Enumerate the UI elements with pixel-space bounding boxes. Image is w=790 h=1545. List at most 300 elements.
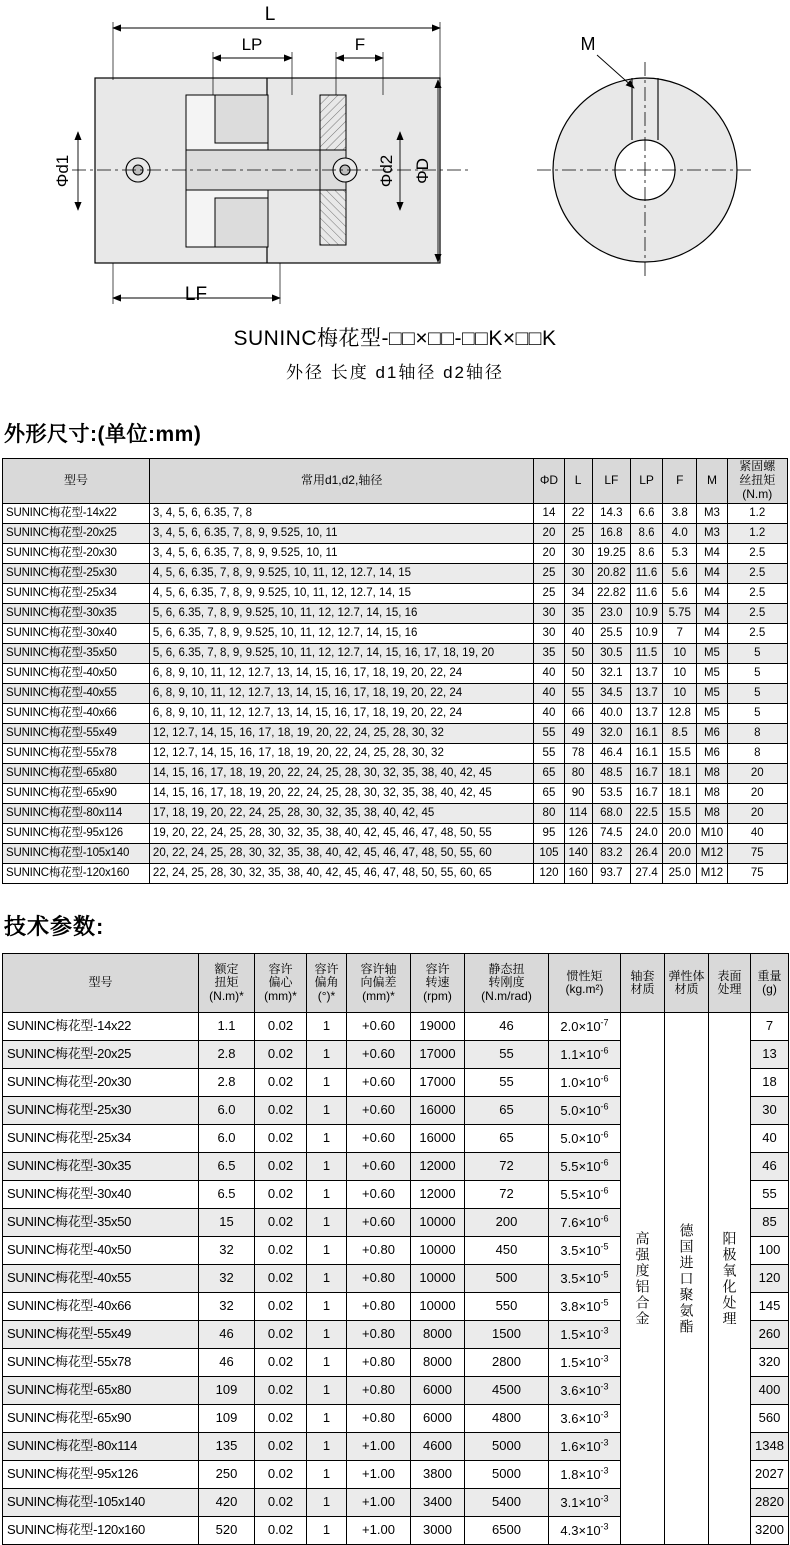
cell-value: 5.6	[663, 584, 697, 604]
cell-value: 4, 5, 6, 6.35, 7, 8, 9, 9.525, 10, 11, 12, 12.7, 14, 15	[149, 584, 533, 604]
cell-eccentricity: 0.02	[255, 1433, 307, 1461]
label-M: M	[580, 34, 596, 54]
cell-eccentricity: 0.02	[255, 1041, 307, 1069]
label-F: F	[354, 35, 366, 54]
cell-angular: 1	[307, 1461, 347, 1489]
th2-axial	[347, 954, 411, 1013]
cell-value: 4.0	[663, 524, 697, 544]
cell-axial: +1.00	[347, 1489, 411, 1517]
cell-model: SUNINC梅花型-40x55	[3, 1265, 199, 1293]
cell-value: 20	[534, 544, 564, 564]
cell-value: 6, 8, 9, 10, 11, 12, 12.7, 13, 14, 15, 16, 17, 18, 19, 20, 22, 24	[149, 704, 533, 724]
cell-stiffness: 55	[465, 1041, 549, 1069]
cell-speed: 12000	[411, 1181, 465, 1209]
cell-value: 95	[534, 824, 564, 844]
cell-speed: 8000	[411, 1349, 465, 1377]
cell-value: 19, 20, 22, 24, 25, 28, 30, 32, 35, 38, 40, 42, 45, 46, 47, 48, 50, 55	[149, 824, 533, 844]
th2-surf-l2: 处理	[717, 982, 742, 996]
table-row	[3, 824, 788, 844]
cell-value: 25.5	[592, 624, 630, 644]
cell-value: 5	[727, 664, 787, 684]
cell-weight: 46	[751, 1153, 789, 1181]
cell-value: M5	[697, 664, 727, 684]
cell-value: 14, 15, 16, 17, 18, 19, 20, 22, 24, 25, 28, 30, 32, 35, 38, 40, 42, 45	[149, 784, 533, 804]
cell-value: M6	[697, 724, 727, 744]
cell-value: 22.82	[592, 584, 630, 604]
cell-value: 2.5	[727, 544, 787, 564]
cell-inertia: $5.0\times 10^{-6}$	[549, 1097, 621, 1125]
th2-axial-l1: 容许轴	[360, 962, 397, 977]
cell-model: SUNINC梅花型-20x30	[3, 544, 150, 564]
model-code-line2: 外径 长度 d1轴径 d2轴径	[286, 363, 504, 382]
cell-value: 5.75	[663, 604, 697, 624]
th2-inertia	[549, 954, 621, 1013]
cell-angular: 1	[307, 1377, 347, 1405]
technical-drawing	[0, 0, 790, 400]
cell-inertia: $5.0\times 10^{-6}$	[549, 1125, 621, 1153]
cell-value: 40	[534, 684, 564, 704]
cell-axial: +0.60	[347, 1041, 411, 1069]
cell-value: 1.2	[727, 524, 787, 544]
table-row	[3, 544, 788, 564]
table-row	[3, 864, 788, 884]
cell-rated-torque: 6.0	[199, 1097, 255, 1125]
cell-rated-torque: 6.5	[199, 1181, 255, 1209]
cell-rated-torque: 2.8	[199, 1069, 255, 1097]
th2-speed	[411, 954, 465, 1013]
cell-value: 48.5	[592, 764, 630, 784]
cell-weight: 30	[751, 1097, 789, 1125]
cell-value: 2.5	[727, 604, 787, 624]
th-M: M	[697, 459, 727, 504]
cell-rated-torque: 109	[199, 1405, 255, 1433]
cell-value: 5	[727, 704, 787, 724]
cell-inertia: $7.6\times 10^{-6}$	[549, 1209, 621, 1237]
cell-rated-torque: 6.5	[199, 1153, 255, 1181]
cell-weight: 18	[751, 1069, 789, 1097]
cell-eccentricity: 0.02	[255, 1125, 307, 1153]
cell-value: 40	[534, 664, 564, 684]
th2-axial-l2: 向偏差	[360, 975, 397, 990]
cell-value: M8	[697, 764, 727, 784]
th2-ecc-l1: 容许	[268, 962, 293, 977]
th-common-bores: 常用d1,d2,轴径	[149, 459, 533, 504]
cell-value: 19.25	[592, 544, 630, 564]
table-row	[3, 844, 788, 864]
cell-weight: 40	[751, 1125, 789, 1153]
cell-model: SUNINC梅花型-40x66	[3, 704, 150, 724]
cell-angular: 1	[307, 1041, 347, 1069]
cell-value: 22.5	[630, 804, 662, 824]
cell-value: 53.5	[592, 784, 630, 804]
cell-stiffness: 72	[465, 1181, 549, 1209]
cell-value: 2.5	[727, 564, 787, 584]
tech-section-title: 技术参数:	[4, 914, 105, 939]
cell-angular: 1	[307, 1097, 347, 1125]
cell-value: 90	[564, 784, 592, 804]
cell-value: 80	[564, 764, 592, 784]
cell-model: SUNINC梅花型-105x140	[3, 844, 150, 864]
cell-value: M4	[697, 564, 727, 584]
cell-model: SUNINC梅花型-95x126	[3, 824, 150, 844]
cell-model: SUNINC梅花型-40x66	[3, 1293, 199, 1321]
cell-value: 30	[564, 564, 592, 584]
th2-model	[3, 954, 199, 1013]
cell-value: 25	[534, 564, 564, 584]
cell-model: SUNINC梅花型-25x30	[3, 1097, 199, 1125]
cell-model: SUNINC梅花型-35x50	[3, 644, 150, 664]
cell-value: 5	[727, 644, 787, 664]
th2-rated-torque	[199, 954, 255, 1013]
cell-speed: 17000	[411, 1041, 465, 1069]
cell-value: 30	[564, 544, 592, 564]
cell-value: 16.7	[630, 784, 662, 804]
cell-axial: +1.00	[347, 1517, 411, 1545]
cell-eccentricity: 0.02	[255, 1461, 307, 1489]
th-screw-torque-l3: (N.m)	[742, 486, 773, 501]
cell-eccentricity: 0.02	[255, 1209, 307, 1237]
cell-value: 74.5	[592, 824, 630, 844]
cell-value: 46.4	[592, 744, 630, 764]
th2-speed-l3: (rpm)	[423, 988, 452, 1003]
cell-eccentricity: 0.02	[255, 1489, 307, 1517]
cell-angular: 1	[307, 1265, 347, 1293]
cell-value: M4	[697, 624, 727, 644]
cell-weight: 85	[751, 1209, 789, 1237]
cell-angular: 1	[307, 1321, 347, 1349]
cell-model: SUNINC梅花型-80x114	[3, 1433, 199, 1461]
cell-value: 16.1	[630, 724, 662, 744]
cell-value: 8	[727, 724, 787, 744]
cell-rated-torque: 32	[199, 1293, 255, 1321]
cell-angular: 1	[307, 1489, 347, 1517]
cell-value: 11.5	[630, 644, 662, 664]
cell-value: 11.6	[630, 584, 662, 604]
cell-stiffness: 65	[465, 1125, 549, 1153]
cell-stiffness: 200	[465, 1209, 549, 1237]
th2-sleeve-l2: 材质	[630, 982, 655, 996]
cell-value: M4	[697, 584, 727, 604]
th2-weight	[751, 954, 789, 1013]
cell-stiffness: 65	[465, 1097, 549, 1125]
cell-model: SUNINC梅花型-25x30	[3, 564, 150, 584]
cell-speed: 3800	[411, 1461, 465, 1489]
cell-value: 75	[727, 844, 787, 864]
cell-speed: 10000	[411, 1237, 465, 1265]
cell-value: 5	[727, 684, 787, 704]
cell-inertia: $5.5\times 10^{-6}$	[549, 1153, 621, 1181]
th-LP: LP	[630, 459, 662, 504]
cell-model: SUNINC梅花型-55x49	[3, 724, 150, 744]
cell-speed: 6000	[411, 1377, 465, 1405]
cell-speed: 16000	[411, 1125, 465, 1153]
cell-speed: 17000	[411, 1069, 465, 1097]
table-row	[3, 804, 788, 824]
cell-inertia: $1.0\times 10^{-6}$	[549, 1069, 621, 1097]
cell-speed: 10000	[411, 1209, 465, 1237]
table-row	[3, 664, 788, 684]
cell-speed: 3400	[411, 1489, 465, 1517]
cell-value: 20	[727, 784, 787, 804]
cell-inertia: $1.5\times 10^{-3}$	[549, 1321, 621, 1349]
cell-speed: 6000	[411, 1405, 465, 1433]
th2-sleeve-material	[621, 954, 665, 1013]
cell-speed: 16000	[411, 1097, 465, 1125]
cell-angular: 1	[307, 1349, 347, 1377]
cell-angular: 1	[307, 1069, 347, 1097]
cell-model: SUNINC梅花型-20x30	[3, 1069, 199, 1097]
th2-elastomer-material	[665, 954, 709, 1013]
cell-value: 20	[727, 804, 787, 824]
cell-eccentricity: 0.02	[255, 1097, 307, 1125]
cell-model: SUNINC梅花型-80x114	[3, 804, 150, 824]
cell-model: SUNINC梅花型-30x40	[3, 624, 150, 644]
th2-eccentricity	[255, 954, 307, 1013]
cell-weight: 3200	[751, 1517, 789, 1545]
cell-value: 10	[663, 644, 697, 664]
cell-weight: 55	[751, 1181, 789, 1209]
cell-value: 55	[534, 744, 564, 764]
cell-rated-torque: 32	[199, 1265, 255, 1293]
cell-rated-torque: 1.1	[199, 1013, 255, 1041]
cell-model: SUNINC梅花型-30x35	[3, 1153, 199, 1181]
th2-rated-torque-l1: 额定	[214, 962, 239, 977]
cell-speed: 3000	[411, 1517, 465, 1545]
cell-inertia: $1.8\times 10^{-3}$	[549, 1461, 621, 1489]
cell-inertia: $3.5\times 10^{-5}$	[549, 1265, 621, 1293]
cell-model: SUNINC梅花型-65x80	[3, 1377, 199, 1405]
cell-rated-torque: 520	[199, 1517, 255, 1545]
cell-stiffness: 450	[465, 1237, 549, 1265]
cell-eccentricity: 0.02	[255, 1405, 307, 1433]
cell-axial: +0.60	[347, 1125, 411, 1153]
cell-value: 40	[564, 624, 592, 644]
cell-value: 27.4	[630, 864, 662, 884]
cell-eccentricity: 0.02	[255, 1237, 307, 1265]
cell-value: 3, 4, 5, 6, 6.35, 7, 8, 9, 9.525, 10, 11	[149, 544, 533, 564]
th-screw-torque	[727, 459, 787, 504]
th2-ecc-l2: 偏心	[268, 975, 293, 990]
th-L: L	[564, 459, 592, 504]
cell-speed: 8000	[411, 1321, 465, 1349]
cell-inertia: $4.3\times 10^{-3}$	[549, 1517, 621, 1545]
cell-rated-torque: 6.0	[199, 1125, 255, 1153]
cell-angular: 1	[307, 1405, 347, 1433]
cell-axial: +1.00	[347, 1433, 411, 1461]
cell-weight: 560	[751, 1405, 789, 1433]
cell-model: SUNINC梅花型-65x80	[3, 764, 150, 784]
cell-stiffness: 4500	[465, 1377, 549, 1405]
cell-rated-torque: 46	[199, 1321, 255, 1349]
cell-rated-torque: 32	[199, 1237, 255, 1265]
cell-axial: +0.60	[347, 1209, 411, 1237]
cell-value: 20.0	[663, 824, 697, 844]
cell-axial: +0.80	[347, 1321, 411, 1349]
tech-table	[2, 953, 789, 1545]
cell-value: M12	[697, 844, 727, 864]
cell-stiffness: 550	[465, 1293, 549, 1321]
th2-angular	[307, 954, 347, 1013]
cell-eccentricity: 0.02	[255, 1377, 307, 1405]
cell-value: 32.1	[592, 664, 630, 684]
cell-value: 22, 24, 25, 28, 30, 32, 35, 38, 40, 42, 45, 46, 47, 48, 50, 55, 60, 65	[149, 864, 533, 884]
cell-weight: 400	[751, 1377, 789, 1405]
cell-eccentricity: 0.02	[255, 1349, 307, 1377]
cell-value: 15.5	[663, 744, 697, 764]
cell-weight: 120	[751, 1265, 789, 1293]
cell-model: SUNINC梅花型-95x126	[3, 1461, 199, 1489]
cell-value: 93.7	[592, 864, 630, 884]
cell-sleeve-material: 高强度铝合金	[621, 1013, 665, 1545]
cell-value: 8.5	[663, 724, 697, 744]
label-d1: Φd1	[53, 154, 72, 188]
cell-speed: 19000	[411, 1013, 465, 1041]
cell-value: 26.4	[630, 844, 662, 864]
cell-stiffness: 5000	[465, 1461, 549, 1489]
cell-model: SUNINC梅花型-40x50	[3, 1237, 199, 1265]
cell-value: 5, 6, 6.35, 7, 8, 9, 9.525, 10, 11, 12, 12.7, 14, 15, 16	[149, 624, 533, 644]
dimension-table	[2, 458, 788, 884]
cell-value: M3	[697, 524, 727, 544]
cell-value: 16.7	[630, 764, 662, 784]
cell-value: 8	[727, 744, 787, 764]
cell-value: 8.6	[630, 524, 662, 544]
table-row	[3, 764, 788, 784]
cell-inertia: $1.6\times 10^{-3}$	[549, 1433, 621, 1461]
cell-stiffness: 72	[465, 1153, 549, 1181]
cell-value: 10.9	[630, 604, 662, 624]
cell-value: M6	[697, 744, 727, 764]
table-row	[3, 704, 788, 724]
cell-model: SUNINC梅花型-25x34	[3, 584, 150, 604]
cell-value: M4	[697, 604, 727, 624]
th-screw-torque-l2: 丝扭矩	[739, 473, 776, 488]
cell-elastomer-material: 德国进口聚氨酯	[665, 1013, 709, 1545]
cell-value: 20	[534, 524, 564, 544]
cell-model: SUNINC梅花型-40x55	[3, 684, 150, 704]
cell-eccentricity: 0.02	[255, 1181, 307, 1209]
table-row	[3, 744, 788, 764]
cell-model: SUNINC梅花型-30x40	[3, 1181, 199, 1209]
th-model: 型号	[3, 459, 150, 504]
table-row	[3, 584, 788, 604]
cell-model: SUNINC梅花型-55x78	[3, 1349, 199, 1377]
cell-eccentricity: 0.02	[255, 1293, 307, 1321]
cell-model: SUNINC梅花型-120x160	[3, 864, 150, 884]
cell-value: 12.8	[663, 704, 697, 724]
th-LF: LF	[592, 459, 630, 504]
th2-model-l1: 型号	[88, 975, 113, 990]
cell-value: 6.6	[630, 504, 662, 524]
th2-inertia-l3: (kg.m²)	[565, 982, 604, 996]
model-code-block	[0, 322, 790, 383]
cell-surface-treatment: 阳极氧化处理	[709, 1013, 751, 1545]
cell-value: 6, 8, 9, 10, 11, 12, 12.7, 13, 14, 15, 16, 17, 18, 19, 20, 22, 24	[149, 684, 533, 704]
cell-axial: +0.80	[347, 1237, 411, 1265]
th2-weight-l3: (g)	[762, 982, 777, 996]
cell-value: M5	[697, 704, 727, 724]
cell-value: 8.6	[630, 544, 662, 564]
cell-value: 20, 22, 24, 25, 28, 30, 32, 35, 38, 40, 42, 45, 46, 47, 48, 50, 55, 60	[149, 844, 533, 864]
cell-value: 13.7	[630, 664, 662, 684]
coupling-drawing-svg	[0, 0, 790, 330]
cell-value: 55	[564, 684, 592, 704]
cell-value: 114	[564, 804, 592, 824]
cell-value: 25	[534, 584, 564, 604]
tech-table-body	[3, 1013, 789, 1545]
cell-speed: 10000	[411, 1293, 465, 1321]
cell-value: 12, 12.7, 14, 15, 16, 17, 18, 19, 20, 22, 24, 25, 28, 30, 32	[149, 724, 533, 744]
th2-weight-l1: 重量	[757, 968, 782, 983]
cell-stiffness: 46	[465, 1013, 549, 1041]
cell-value: 30	[534, 624, 564, 644]
cell-value: 35	[534, 644, 564, 664]
cell-value: 55	[534, 724, 564, 744]
cell-rated-torque: 2.8	[199, 1041, 255, 1069]
cell-angular: 1	[307, 1125, 347, 1153]
cell-value: 17, 18, 19, 20, 22, 24, 25, 28, 30, 32, 35, 38, 40, 42, 45	[149, 804, 533, 824]
th2-axial-l3: (mm)*	[362, 988, 395, 1003]
cell-value: 120	[534, 864, 564, 884]
cell-inertia: $3.5\times 10^{-5}$	[549, 1237, 621, 1265]
cell-value: 24.0	[630, 824, 662, 844]
cell-value: 13.7	[630, 704, 662, 724]
cell-speed: 4600	[411, 1433, 465, 1461]
cell-weight: 145	[751, 1293, 789, 1321]
cell-axial: +0.60	[347, 1181, 411, 1209]
cell-inertia: $3.1\times 10^{-3}$	[549, 1489, 621, 1517]
cell-value: 3, 4, 5, 6, 6.35, 7, 8	[149, 504, 533, 524]
cell-value: 13.7	[630, 684, 662, 704]
cell-rated-torque: 46	[199, 1349, 255, 1377]
cell-value: 32.0	[592, 724, 630, 744]
cell-eccentricity: 0.02	[255, 1069, 307, 1097]
cell-value: 20.82	[592, 564, 630, 584]
cell-value: 11.6	[630, 564, 662, 584]
cell-value: 1.2	[727, 504, 787, 524]
cell-stiffness: 2800	[465, 1349, 549, 1377]
cell-stiffness: 5400	[465, 1489, 549, 1517]
cell-axial: +0.60	[347, 1069, 411, 1097]
table-row	[3, 604, 788, 624]
cell-model: SUNINC梅花型-20x25	[3, 524, 150, 544]
cell-value: M5	[697, 684, 727, 704]
cell-value: 14.3	[592, 504, 630, 524]
cell-inertia: $3.6\times 10^{-3}$	[549, 1405, 621, 1433]
table-row	[3, 564, 788, 584]
cell-value: 3.8	[663, 504, 697, 524]
cell-value: 35	[564, 604, 592, 624]
cell-value: 3, 4, 5, 6, 6.35, 7, 8, 9, 9.525, 10, 11	[149, 524, 533, 544]
cell-value: 18.1	[663, 784, 697, 804]
th2-speed-l1: 容许	[425, 962, 450, 977]
cell-value: M5	[697, 644, 727, 664]
cell-rated-torque: 420	[199, 1489, 255, 1517]
cell-model: SUNINC梅花型-65x90	[3, 784, 150, 804]
cell-value: 68.0	[592, 804, 630, 824]
model-code-line1: SUNINC梅花型-□□×□□-□□K×□□K	[233, 327, 557, 350]
cell-value: 10	[663, 664, 697, 684]
cell-value: 65	[534, 784, 564, 804]
cell-value: 160	[564, 864, 592, 884]
cell-eccentricity: 0.02	[255, 1265, 307, 1293]
cell-value: 30.5	[592, 644, 630, 664]
cell-value: M8	[697, 804, 727, 824]
cell-weight: 100	[751, 1237, 789, 1265]
cell-value: 5, 6, 6.35, 7, 8, 9, 9.525, 10, 11, 12, 12.7, 14, 15, 16, 17, 18, 19, 20	[149, 644, 533, 664]
cell-stiffness: 6500	[465, 1517, 549, 1545]
cell-value: 23.0	[592, 604, 630, 624]
